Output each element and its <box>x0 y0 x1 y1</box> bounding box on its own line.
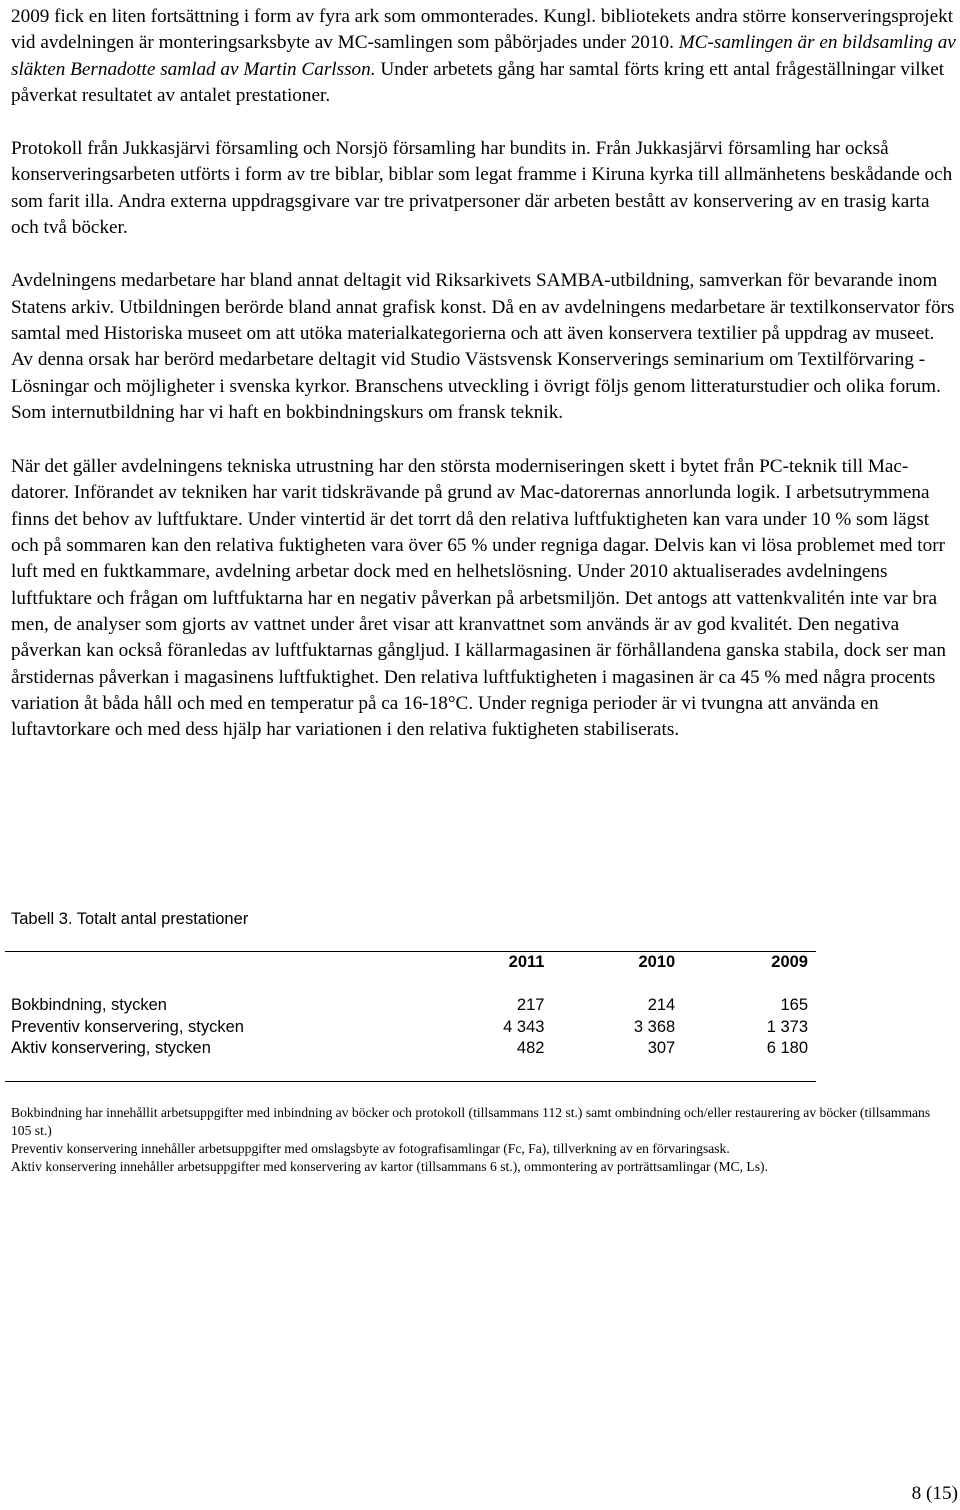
cell-2009: 165 <box>780 996 808 1014</box>
cell-2011: 217 <box>516 996 545 1014</box>
table-caption: Tabell 3. Totalt antal prestationer <box>11 910 249 928</box>
paragraph-text: 2009 fick en liten fortsättning i form av fyra ark som ommonterades. Kungl. bibliotekets andra större konserveringsprojekt vid avdelningen är monteringsarksbyte av MC-samlingen som påbörjades under 2010. <box>11 6 954 54</box>
cell-2011: 482 <box>516 1039 545 1057</box>
cell-2009: 1 373 <box>766 1017 808 1036</box>
spacer-row <box>5 1060 816 1082</box>
cell-2010: 307 <box>647 1039 676 1057</box>
table-body <box>5 952 816 1081</box>
paragraph-italic-text: MC-samlingen är en bildsamling av släkten Bernadotte samlad av Martin Carlsson. <box>11 32 956 80</box>
footnote-preventive: Preventiv konservering innehåller arbetsuppgifter med omslagsbyte av fotografisamlingar (Fc, Fa), tillverkning av en förvaringsask. <box>11 1141 730 1156</box>
cell-2009: 6 180 <box>766 1039 808 1057</box>
table-row <box>5 1038 816 1060</box>
header-2009: 2009 <box>771 953 808 971</box>
table-bottom-rule <box>5 1081 816 1082</box>
cell-2011: 4 343 <box>503 1017 545 1036</box>
paragraph-mc-collection <box>11 4 956 109</box>
paragraph-staff-training: Avdelningens medarbetare har bland annat deltagit vid Riksarkivets SAMBA-utbildning, samverkan för bevarande inom Statens arkiv. Utbildningen berörde bland annat grafisk konst. Då en av avdelningens medarbetare är textilkonservator förs samtal med Historiska museet om att utöka materialkategorierna och att även konservera textilier på uppdrag av museet. Av denna orsak har berörd medarbetare deltagit vid Studio Västsvensk Konserverings seminarium om Textilförvaring - Lösningar och möjligheter i svenska kyrkor. Branschens utveckling i övrigt följs genom litteraturstudier och olika forum. Som internutbildning har vi haft en bokbindningskurs om fransk teknik. <box>11 270 955 423</box>
row-label: Preventiv konservering, stycken <box>11 1017 244 1036</box>
table-row <box>5 1017 816 1039</box>
paragraph-technical-equipment: När det gäller avdelningens tekniska utrustning har den största moderniseringen skett i bytet från PC-teknik till Mac-datorer. Införandet av tekniken har varit tidskrävande på grund av Mac-datorernas annorlunda logik. I arbetsutrymmena finns det behov av luftfuktare. Under vintertid är det torrt då den relativa luftfuktigheten kan vara under 10 % som lägst och på sommaren kan den relativa fuktigheten vara över 65 % under regniga dagar. Delvis kan vi lösa problemet med torr luft med en fuktkammare, avdelning arbetar dock med en helhetslösning. Under 2010 aktualiserades avdelningens luftfuktare och frågan om luftfuktarna har en negativ påverkan på arbetsmiljön. Det antogs att vattenkvalitén inte var bra men, de analyser som gjorts av vattnet under året visar att kranvattnet som används är av god kvalitét. Den negativa påverkan kan också föranledas av luftfuktarnas gångljud. I källarmagasinen är förhållandena ganska stabila, dock ser man årstidernas påverkan i magasinens luftfuktighet. Den relativa luftfuktigheten i magasinen är ca 45 % med några procents variation åt båda håll och med en temperatur på ca 16-18°C. Under regniga perioder är vi tvungna att använda en luftavtorkare och med dess hjälp har variationen i den relativa fuktigheten stabiliserats. <box>11 456 947 741</box>
table-row <box>5 995 816 1017</box>
footnote-active: Aktiv konservering innehåller arbetsuppgifter med konservering av kartor (tillsammans 6 st.), ommontering av porträttsamlingar (MC, Ls). <box>11 1159 768 1174</box>
page-number: 8 (15) <box>911 1483 958 1504</box>
footnote-bookbinding: Bokbindning har innehållit arbetsuppgifter med inbindning av böcker och protokoll (tillsammans 112 st.) samt ombindning och/eller restaurering av böcker (tillsammans 105 st.) <box>11 1105 931 1138</box>
spacer-row <box>5 974 816 996</box>
table-header-row <box>5 952 816 974</box>
row-label: Aktiv konservering, stycken <box>11 1039 211 1057</box>
document-body <box>11 4 956 743</box>
cell-2010: 3 368 <box>633 1017 676 1036</box>
paragraph-protocols: Protokoll från Jukkasjärvi församling och Norsjö församling har bundits in. Från Jukkasjärvi församling har också konserveringsarbeten utförts i form av tre biblar, biblar som legat framme i Kiruna kyrka till allmänhetens beskådande och som farit illa. Andra externa uppdragsgivare var tre privatpersoner där arbeten bestått av konservering av en trasig karta och två böcker. <box>11 138 953 239</box>
table-footnotes <box>11 1104 951 1176</box>
cell-2010: 214 <box>647 996 676 1014</box>
header-2011: 2011 <box>508 953 545 971</box>
row-label: Bokbindning, stycken <box>11 996 167 1014</box>
performance-table <box>5 951 816 1082</box>
paragraph-text: Under arbetets gång har samtal förts kring ett antal frågeställningar vilket påverkat resultatet av antalet prestationer. <box>11 58 945 106</box>
header-2010: 2010 <box>638 953 676 971</box>
header-empty <box>5 952 409 974</box>
